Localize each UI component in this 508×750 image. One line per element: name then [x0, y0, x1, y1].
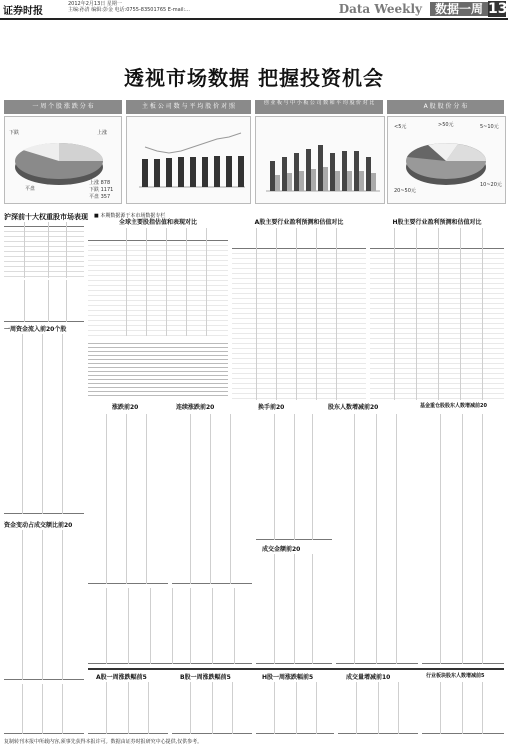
section-industry-holders: 行业板块股东人数增减前5	[426, 673, 485, 679]
section-a-top5: A股一周涨跌幅前5	[96, 674, 147, 681]
table-rows	[370, 248, 504, 400]
bar	[359, 171, 364, 191]
bar	[238, 156, 244, 187]
table-top-change	[88, 414, 168, 584]
table-rows	[336, 663, 418, 664]
meta-line-2: 主编:孙清 编辑:彭金 电话:0755-83501765 E-mail:...	[68, 7, 190, 13]
table-turnover	[256, 414, 332, 540]
bar	[154, 159, 160, 187]
table-rows	[4, 321, 84, 322]
band-stock-distribution: 一 周 个 股 涨 跌 分 布	[4, 100, 122, 114]
pie-label-flat: 平盘	[25, 186, 36, 192]
main-board-chart	[126, 116, 251, 204]
band-gem-sme: 创 业 板 与 中 小 板 公 司 数 和 平 均 股 价 对 比	[255, 100, 383, 114]
page-footer: 复制转刊本报中所载内容,须事先获得本报许可。数据由证券时报研究中心提供,仅供参考。	[4, 739, 203, 745]
table-rows	[88, 240, 228, 336]
section-turnover: 换手前20	[258, 404, 285, 411]
table-a-top5	[88, 682, 168, 734]
bar	[190, 157, 196, 187]
legend-up: 上涨 878	[89, 180, 111, 186]
table-rows	[88, 663, 252, 664]
table-global-indices	[88, 218, 228, 336]
meta-line-1: 2012年2月13日 星期一	[68, 1, 122, 7]
table-rows	[4, 226, 84, 278]
section-fund-inflow: 一周资金流入前20个股	[4, 326, 67, 333]
table-fund-holders	[422, 414, 504, 664]
table-title: 全球主要股指估值和表现对比	[118, 219, 197, 226]
band-price-distribution: A 股 股 价 分 布	[387, 100, 504, 114]
section-b-top5: B股一周涨跌幅前5	[180, 674, 231, 681]
table-rows	[232, 248, 366, 400]
bar	[226, 156, 232, 187]
table-lower-mid	[88, 588, 252, 664]
article-text-block	[88, 340, 228, 398]
table-h-top5	[256, 682, 334, 734]
table-rows	[172, 583, 252, 584]
section-amount: 成交金额前20	[262, 546, 301, 553]
price-label-4: >50元	[438, 122, 454, 128]
section-note: ■ 本期数据源于本市场数据专栏	[94, 213, 166, 219]
table-rows	[4, 733, 84, 734]
table-b-top5	[172, 682, 252, 734]
brand-logo: 证券时报	[3, 6, 43, 17]
bar	[287, 173, 292, 191]
bar	[270, 161, 275, 191]
table-volume	[338, 682, 418, 734]
pie-slice-up	[59, 143, 103, 161]
table-holders	[336, 414, 418, 664]
price-label-1: 5~10元	[480, 124, 499, 130]
table-money-change	[4, 530, 84, 680]
pie-label-up: 上涨	[97, 130, 108, 136]
section-h-top5: H股一周涨跌幅前5	[262, 674, 314, 681]
table-rows	[4, 513, 84, 514]
bar	[306, 149, 311, 191]
table-rows	[88, 583, 168, 584]
band-main-board: 主 板 公 司 数 与 平 均 股 价 对 照	[126, 100, 251, 114]
table-rows	[422, 663, 504, 664]
bar	[354, 151, 359, 191]
bar	[335, 171, 340, 191]
section-volume: 成交量增减前10	[346, 674, 391, 681]
page-headline: 透视市场数据 把握投资机会	[124, 66, 384, 90]
table-rows	[4, 679, 84, 680]
table-top10-weight	[4, 222, 84, 278]
bar	[178, 157, 184, 187]
pie-chart-updown	[4, 116, 122, 204]
bar	[202, 157, 208, 187]
bar	[214, 156, 220, 187]
bar	[299, 171, 304, 191]
section-fund-holders: 基金重仓股股东人数增减前20	[420, 403, 487, 409]
table-rows	[256, 733, 334, 734]
masthead-meta	[68, 1, 190, 13]
section-top10-weight: 沪深前十大权重股市场表现	[4, 213, 88, 221]
price-label-0: <5元	[394, 124, 407, 130]
table-a-share-industry	[232, 218, 366, 400]
bar	[318, 145, 323, 191]
bar	[371, 173, 376, 191]
main-board-svg	[127, 117, 250, 203]
page-number: 13	[488, 1, 508, 17]
bar	[342, 151, 347, 191]
section-consecutive: 连续涨跌前20	[176, 404, 215, 411]
bar	[366, 157, 371, 191]
bar	[282, 157, 287, 191]
bar	[323, 167, 328, 191]
table-fund-inflow	[4, 334, 84, 514]
table-h-share-industry	[370, 218, 504, 400]
bar	[294, 153, 299, 191]
gem-sme-chart	[255, 116, 385, 204]
legend-down: 下跌 1171	[89, 187, 114, 193]
gem-sme-svg	[256, 117, 384, 203]
section-money-change: 资金变动占成交额比前20	[4, 522, 73, 529]
pie-chart-price	[387, 116, 506, 204]
bar	[311, 169, 316, 191]
pie-label-down: 下跌	[9, 130, 20, 136]
bar	[275, 175, 280, 191]
section-holders: 股东人数增减前20	[328, 404, 379, 411]
table-top10-weight-2	[4, 280, 84, 322]
masthead	[0, 0, 508, 20]
table-left-bottom	[4, 684, 84, 734]
section-title-cn: 数据一周	[430, 2, 488, 16]
table-consecutive	[172, 414, 252, 584]
price-label-2: 10~20元	[480, 182, 502, 188]
table-rows	[422, 733, 504, 734]
section-title-en: Data Weekly	[338, 2, 422, 16]
table-industry-holders	[422, 682, 504, 734]
bar	[347, 171, 352, 191]
price-label-3: 20~50元	[394, 188, 416, 194]
legend-flat: 平盘 357	[89, 194, 111, 200]
table-title: H股主要行业盈利预测和估值对比	[392, 219, 482, 226]
bar	[166, 158, 172, 187]
table-title: A股主要行业盈利预测和估值对比	[254, 219, 344, 226]
section-top-change: 涨跌前20	[112, 404, 139, 411]
avg-price-line	[145, 133, 241, 153]
bar	[330, 153, 335, 191]
bar	[142, 159, 148, 187]
table-amount	[256, 554, 332, 664]
